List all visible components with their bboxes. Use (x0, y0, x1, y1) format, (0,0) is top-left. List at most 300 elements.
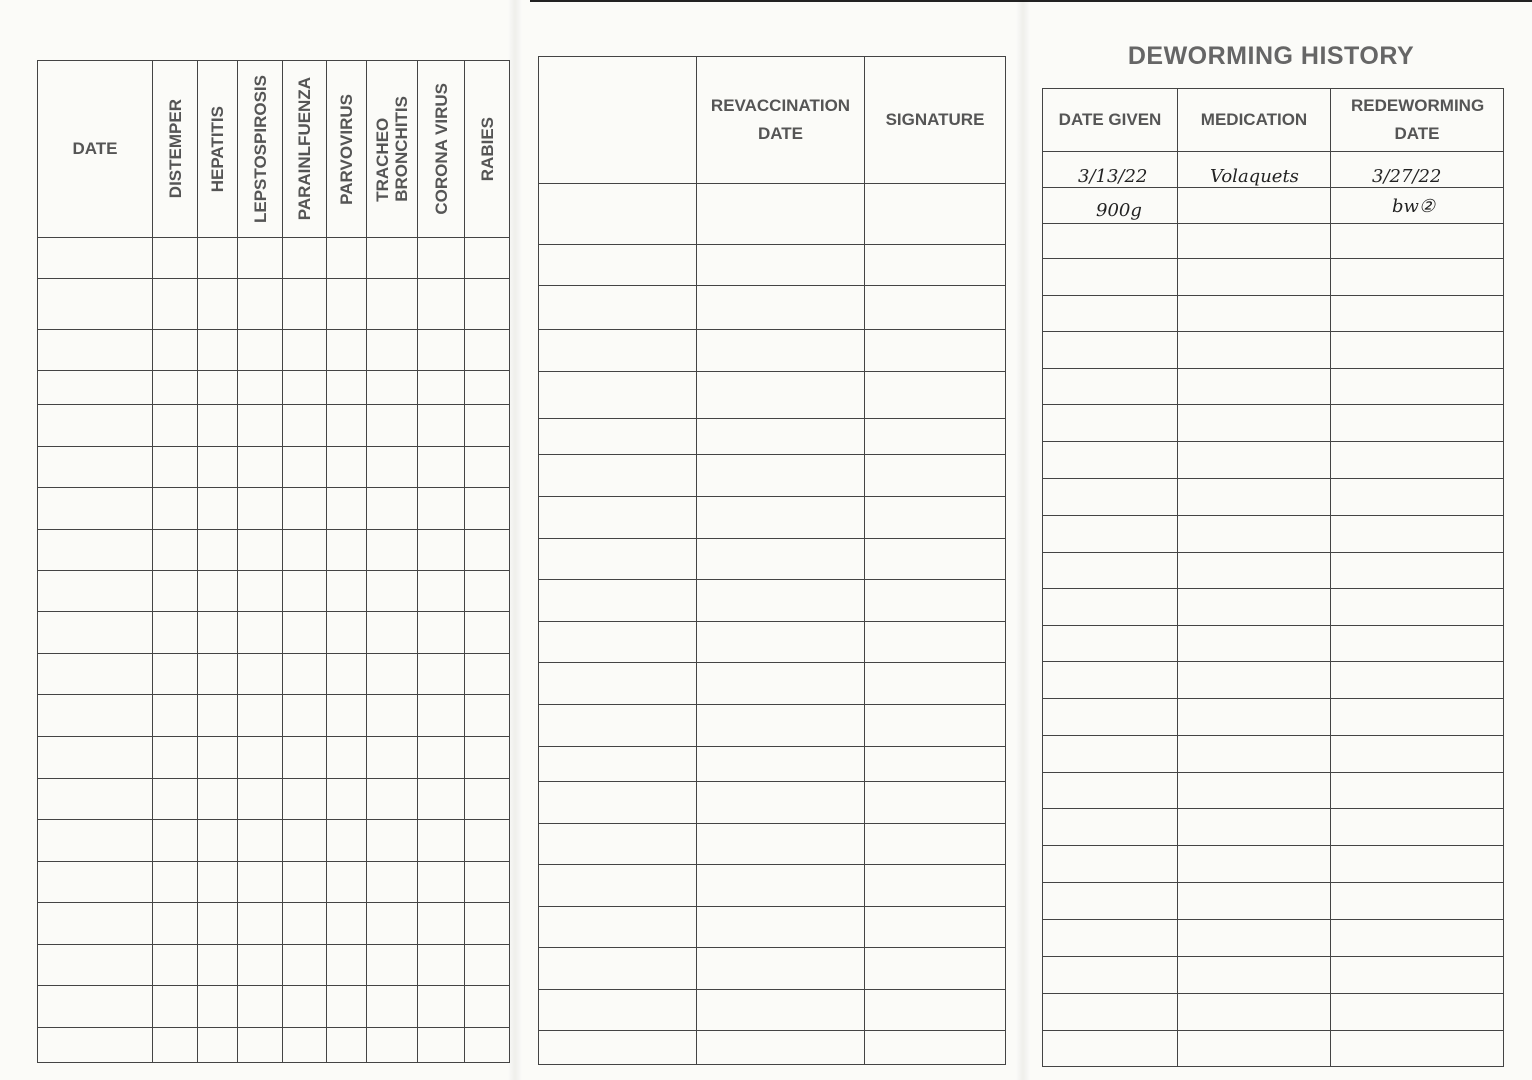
vaccination-cell[interactable] (418, 488, 465, 530)
revaccination-cell[interactable] (697, 1031, 865, 1065)
deworming-cell[interactable] (1331, 516, 1504, 553)
vaccination-cell[interactable] (367, 695, 418, 737)
vaccination-cell[interactable] (283, 1028, 327, 1063)
vaccination-cell[interactable] (198, 405, 238, 447)
vaccination-cell[interactable] (327, 862, 367, 903)
vaccination-cell[interactable] (238, 737, 283, 779)
revaccination-cell[interactable] (539, 330, 697, 372)
deworming-cell[interactable] (1043, 553, 1178, 589)
vaccination-cell[interactable] (238, 612, 283, 654)
vaccination-cell[interactable] (465, 612, 510, 654)
vaccination-cell[interactable] (153, 945, 198, 986)
revaccination-cell[interactable] (539, 907, 697, 948)
vaccination-cell[interactable] (465, 737, 510, 779)
vaccination-cell[interactable] (238, 945, 283, 986)
deworming-cell[interactable] (1331, 224, 1504, 259)
deworming-cell[interactable] (1178, 369, 1331, 405)
vaccination-cell[interactable] (327, 371, 367, 405)
revaccination-cell[interactable] (697, 286, 865, 330)
vaccination-cell[interactable] (367, 903, 418, 945)
revaccination-cell[interactable] (697, 330, 865, 372)
vaccination-cell[interactable] (153, 530, 198, 571)
vaccination-cell[interactable] (327, 986, 367, 1028)
revaccination-cell[interactable] (539, 663, 697, 705)
vaccination-cell[interactable] (38, 820, 153, 862)
vaccination-cell[interactable] (327, 1028, 367, 1063)
vaccination-cell[interactable] (465, 371, 510, 405)
vaccination-cell[interactable] (198, 695, 238, 737)
vaccination-cell[interactable] (238, 779, 283, 820)
vaccination-cell[interactable] (418, 695, 465, 737)
vaccination-cell[interactable] (238, 279, 283, 330)
vaccination-cell[interactable] (198, 571, 238, 612)
vaccination-cell[interactable] (38, 1028, 153, 1063)
vaccination-cell[interactable] (465, 654, 510, 695)
vaccination-cell[interactable] (283, 330, 327, 371)
deworming-cell[interactable] (1043, 773, 1178, 809)
vaccination-cell[interactable] (418, 447, 465, 488)
revaccination-cell[interactable] (865, 539, 1006, 580)
vaccination-cell[interactable] (38, 571, 153, 612)
deworming-cell[interactable] (1178, 332, 1331, 369)
vaccination-cell[interactable] (198, 371, 238, 405)
vaccination-cell[interactable] (153, 238, 198, 279)
deworming-cell[interactable] (1043, 920, 1178, 957)
vaccination-cell[interactable] (465, 330, 510, 371)
deworming-cell[interactable] (1331, 296, 1504, 332)
deworming-cell[interactable] (1043, 736, 1178, 773)
vaccination-cell[interactable] (283, 405, 327, 447)
vaccination-cell[interactable] (38, 986, 153, 1028)
revaccination-cell[interactable] (865, 330, 1006, 372)
revaccination-cell[interactable] (697, 372, 865, 419)
vaccination-cell[interactable] (238, 654, 283, 695)
revaccination-cell[interactable] (539, 539, 697, 580)
deworming-cell[interactable] (1043, 296, 1178, 332)
vaccination-cell[interactable] (38, 447, 153, 488)
vaccination-cell[interactable] (238, 695, 283, 737)
vaccination-cell[interactable] (465, 238, 510, 279)
vaccination-cell[interactable] (238, 371, 283, 405)
revaccination-cell[interactable] (697, 990, 865, 1031)
vaccination-cell[interactable] (198, 612, 238, 654)
deworming-cell[interactable] (1178, 479, 1331, 516)
vaccination-cell[interactable] (327, 488, 367, 530)
revaccination-cell[interactable] (539, 782, 697, 824)
vaccination-cell[interactable] (283, 779, 327, 820)
vaccination-cell[interactable] (418, 330, 465, 371)
deworming-cell[interactable] (1178, 589, 1331, 626)
deworming-cell[interactable] (1178, 259, 1331, 296)
revaccination-cell[interactable] (865, 419, 1006, 455)
vaccination-cell[interactable] (418, 238, 465, 279)
vaccination-cell[interactable] (367, 986, 418, 1028)
deworming-cell[interactable] (1331, 662, 1504, 699)
deworming-cell[interactable] (1178, 553, 1331, 589)
vaccination-cell[interactable] (367, 820, 418, 862)
vaccination-cell[interactable] (38, 238, 153, 279)
vaccination-cell[interactable] (198, 945, 238, 986)
vaccination-cell[interactable] (198, 238, 238, 279)
deworming-cell[interactable] (1331, 846, 1504, 883)
revaccination-cell[interactable] (539, 245, 697, 286)
vaccination-cell[interactable] (38, 903, 153, 945)
vaccination-cell[interactable] (367, 737, 418, 779)
vaccination-cell[interactable] (153, 820, 198, 862)
vaccination-cell[interactable] (153, 862, 198, 903)
deworming-cell[interactable] (1043, 442, 1178, 479)
vaccination-cell[interactable] (283, 903, 327, 945)
deworming-cell[interactable] (1043, 994, 1178, 1031)
revaccination-cell[interactable] (865, 455, 1006, 497)
revaccination-cell[interactable] (539, 455, 697, 497)
deworming-cell[interactable] (1043, 846, 1178, 883)
revaccination-cell[interactable] (697, 497, 865, 539)
vaccination-cell[interactable] (465, 405, 510, 447)
vaccination-cell[interactable] (418, 530, 465, 571)
revaccination-cell[interactable] (539, 990, 697, 1031)
vaccination-cell[interactable] (367, 330, 418, 371)
vaccination-cell[interactable] (418, 1028, 465, 1063)
vaccination-cell[interactable] (238, 903, 283, 945)
vaccination-cell[interactable] (38, 779, 153, 820)
vaccination-cell[interactable] (198, 986, 238, 1028)
vaccination-cell[interactable] (153, 1028, 198, 1063)
deworming-cell[interactable] (1178, 662, 1331, 699)
deworming-cell[interactable] (1178, 626, 1331, 662)
vaccination-cell[interactable] (465, 530, 510, 571)
revaccination-cell[interactable] (697, 184, 865, 245)
vaccination-cell[interactable] (38, 330, 153, 371)
deworming-cell[interactable] (1043, 369, 1178, 405)
vaccination-cell[interactable] (198, 779, 238, 820)
revaccination-cell[interactable] (865, 580, 1006, 622)
vaccination-cell[interactable] (238, 571, 283, 612)
vaccination-cell[interactable] (327, 820, 367, 862)
revaccination-cell[interactable] (865, 622, 1006, 663)
deworming-cell[interactable] (1331, 809, 1504, 846)
vaccination-cell[interactable] (465, 862, 510, 903)
revaccination-cell[interactable] (697, 455, 865, 497)
vaccination-cell[interactable] (238, 820, 283, 862)
vaccination-cell[interactable] (465, 820, 510, 862)
deworming-cell[interactable] (1043, 1031, 1178, 1067)
vaccination-cell[interactable] (283, 945, 327, 986)
vaccination-cell[interactable] (38, 695, 153, 737)
vaccination-cell[interactable] (153, 488, 198, 530)
vaccination-cell[interactable] (327, 695, 367, 737)
vaccination-cell[interactable] (327, 405, 367, 447)
revaccination-cell[interactable] (865, 245, 1006, 286)
revaccination-cell[interactable] (697, 245, 865, 286)
deworming-cell[interactable] (1178, 736, 1331, 773)
revaccination-cell[interactable] (539, 580, 697, 622)
deworming-cell[interactable] (1043, 883, 1178, 920)
deworming-cell[interactable] (1331, 442, 1504, 479)
deworming-cell[interactable] (1178, 442, 1331, 479)
vaccination-cell[interactable] (418, 986, 465, 1028)
deworming-cell[interactable] (1178, 405, 1331, 442)
vaccination-cell[interactable] (238, 1028, 283, 1063)
vaccination-cell[interactable] (327, 530, 367, 571)
vaccination-cell[interactable] (153, 279, 198, 330)
deworming-cell[interactable] (1043, 626, 1178, 662)
deworming-cell[interactable] (1178, 920, 1331, 957)
revaccination-cell[interactable] (865, 865, 1006, 907)
vaccination-cell[interactable] (238, 238, 283, 279)
vaccination-cell[interactable] (283, 654, 327, 695)
revaccination-cell[interactable] (539, 497, 697, 539)
deworming-cell[interactable] (1331, 736, 1504, 773)
vaccination-cell[interactable] (418, 654, 465, 695)
vaccination-cell[interactable] (367, 447, 418, 488)
vaccination-cell[interactable] (38, 945, 153, 986)
vaccination-cell[interactable] (153, 737, 198, 779)
revaccination-cell[interactable] (865, 990, 1006, 1031)
vaccination-cell[interactable] (327, 779, 367, 820)
vaccination-cell[interactable] (418, 571, 465, 612)
vaccination-cell[interactable] (283, 571, 327, 612)
deworming-cell[interactable] (1331, 553, 1504, 589)
deworming-cell[interactable] (1043, 809, 1178, 846)
revaccination-cell[interactable] (539, 622, 697, 663)
vaccination-cell[interactable] (38, 654, 153, 695)
vaccination-cell[interactable] (238, 447, 283, 488)
vaccination-cell[interactable] (367, 945, 418, 986)
revaccination-cell[interactable] (539, 286, 697, 330)
revaccination-cell[interactable] (697, 948, 865, 990)
vaccination-cell[interactable] (418, 405, 465, 447)
deworming-cell[interactable] (1043, 224, 1178, 259)
vaccination-cell[interactable] (198, 488, 238, 530)
revaccination-cell[interactable] (697, 580, 865, 622)
vaccination-cell[interactable] (38, 371, 153, 405)
revaccination-cell[interactable] (865, 286, 1006, 330)
deworming-cell[interactable] (1178, 773, 1331, 809)
revaccination-cell[interactable] (865, 824, 1006, 865)
vaccination-cell[interactable] (198, 820, 238, 862)
deworming-cell[interactable] (1331, 773, 1504, 809)
vaccination-cell[interactable] (198, 862, 238, 903)
vaccination-cell[interactable] (238, 488, 283, 530)
vaccination-cell[interactable] (465, 1028, 510, 1063)
vaccination-cell[interactable] (283, 371, 327, 405)
vaccination-cell[interactable] (198, 654, 238, 695)
revaccination-cell[interactable] (865, 907, 1006, 948)
vaccination-cell[interactable] (38, 737, 153, 779)
vaccination-cell[interactable] (238, 405, 283, 447)
vaccination-cell[interactable] (418, 903, 465, 945)
vaccination-cell[interactable] (418, 279, 465, 330)
revaccination-cell[interactable] (697, 782, 865, 824)
vaccination-cell[interactable] (38, 405, 153, 447)
deworming-cell[interactable] (1331, 699, 1504, 736)
vaccination-cell[interactable] (153, 612, 198, 654)
vaccination-cell[interactable] (418, 737, 465, 779)
vaccination-cell[interactable] (38, 862, 153, 903)
deworming-cell[interactable] (1331, 994, 1504, 1031)
revaccination-cell[interactable] (539, 372, 697, 419)
vaccination-cell[interactable] (327, 737, 367, 779)
revaccination-cell[interactable] (697, 747, 865, 782)
vaccination-cell[interactable] (465, 488, 510, 530)
deworming-cell[interactable] (1043, 699, 1178, 736)
vaccination-cell[interactable] (367, 488, 418, 530)
vaccination-cell[interactable] (283, 820, 327, 862)
vaccination-cell[interactable] (465, 903, 510, 945)
revaccination-cell[interactable] (697, 622, 865, 663)
revaccination-cell[interactable] (697, 419, 865, 455)
deworming-cell[interactable] (1331, 479, 1504, 516)
vaccination-cell[interactable] (38, 530, 153, 571)
vaccination-cell[interactable] (465, 986, 510, 1028)
revaccination-cell[interactable] (865, 705, 1006, 747)
vaccination-cell[interactable] (465, 571, 510, 612)
vaccination-cell[interactable] (283, 862, 327, 903)
vaccination-cell[interactable] (198, 530, 238, 571)
deworming-cell[interactable] (1331, 332, 1504, 369)
deworming-cell[interactable] (1331, 405, 1504, 442)
deworming-cell[interactable] (1043, 516, 1178, 553)
deworming-cell[interactable] (1178, 883, 1331, 920)
deworming-cell[interactable] (1331, 589, 1504, 626)
revaccination-cell[interactable] (697, 539, 865, 580)
vaccination-cell[interactable] (198, 447, 238, 488)
vaccination-cell[interactable] (418, 862, 465, 903)
vaccination-cell[interactable] (418, 612, 465, 654)
vaccination-cell[interactable] (367, 1028, 418, 1063)
deworming-cell[interactable] (1178, 224, 1331, 259)
deworming-cell[interactable] (1331, 883, 1504, 920)
vaccination-cell[interactable] (198, 903, 238, 945)
vaccination-cell[interactable] (238, 530, 283, 571)
vaccination-cell[interactable] (38, 488, 153, 530)
vaccination-cell[interactable] (153, 986, 198, 1028)
revaccination-cell[interactable] (865, 497, 1006, 539)
deworming-cell[interactable] (1331, 957, 1504, 994)
vaccination-cell[interactable] (327, 945, 367, 986)
deworming-cell[interactable] (1331, 626, 1504, 662)
vaccination-cell[interactable] (367, 862, 418, 903)
revaccination-cell[interactable] (865, 747, 1006, 782)
vaccination-cell[interactable] (327, 279, 367, 330)
deworming-cell[interactable] (1178, 994, 1331, 1031)
vaccination-cell[interactable] (198, 330, 238, 371)
revaccination-cell[interactable] (539, 705, 697, 747)
revaccination-cell[interactable] (697, 705, 865, 747)
revaccination-cell[interactable] (539, 1031, 697, 1065)
vaccination-cell[interactable] (283, 612, 327, 654)
deworming-cell[interactable] (1331, 1031, 1504, 1067)
vaccination-cell[interactable] (418, 820, 465, 862)
vaccination-cell[interactable] (367, 405, 418, 447)
vaccination-cell[interactable] (153, 779, 198, 820)
revaccination-cell[interactable] (539, 184, 697, 245)
vaccination-cell[interactable] (238, 862, 283, 903)
revaccination-cell[interactable] (865, 663, 1006, 705)
revaccination-cell[interactable] (539, 419, 697, 455)
vaccination-cell[interactable] (367, 530, 418, 571)
vaccination-cell[interactable] (283, 737, 327, 779)
vaccination-cell[interactable] (418, 945, 465, 986)
vaccination-cell[interactable] (238, 986, 283, 1028)
deworming-cell[interactable] (1331, 369, 1504, 405)
deworming-cell[interactable] (1178, 188, 1331, 224)
revaccination-cell[interactable] (697, 865, 865, 907)
revaccination-cell[interactable] (697, 824, 865, 865)
vaccination-cell[interactable] (153, 695, 198, 737)
revaccination-cell[interactable] (539, 824, 697, 865)
vaccination-cell[interactable] (153, 405, 198, 447)
vaccination-cell[interactable] (153, 903, 198, 945)
vaccination-cell[interactable] (367, 571, 418, 612)
vaccination-cell[interactable] (465, 279, 510, 330)
vaccination-cell[interactable] (38, 279, 153, 330)
deworming-cell[interactable] (1178, 809, 1331, 846)
vaccination-cell[interactable] (367, 238, 418, 279)
vaccination-cell[interactable] (367, 279, 418, 330)
revaccination-cell[interactable] (865, 1031, 1006, 1065)
vaccination-cell[interactable] (418, 371, 465, 405)
vaccination-cell[interactable] (465, 695, 510, 737)
deworming-cell[interactable] (1178, 296, 1331, 332)
deworming-cell[interactable] (1043, 479, 1178, 516)
vaccination-cell[interactable] (418, 779, 465, 820)
vaccination-cell[interactable] (367, 654, 418, 695)
vaccination-cell[interactable] (238, 330, 283, 371)
revaccination-cell[interactable] (539, 747, 697, 782)
revaccination-cell[interactable] (865, 948, 1006, 990)
deworming-cell[interactable] (1178, 1031, 1331, 1067)
deworming-cell[interactable] (1178, 957, 1331, 994)
deworming-cell[interactable] (1043, 332, 1178, 369)
vaccination-cell[interactable] (283, 238, 327, 279)
vaccination-cell[interactable] (153, 654, 198, 695)
revaccination-cell[interactable] (697, 663, 865, 705)
deworming-cell[interactable] (1331, 259, 1504, 296)
vaccination-cell[interactable] (327, 571, 367, 612)
vaccination-cell[interactable] (327, 612, 367, 654)
deworming-cell[interactable] (1178, 846, 1331, 883)
vaccination-cell[interactable] (283, 279, 327, 330)
deworming-cell[interactable] (1043, 405, 1178, 442)
deworming-cell[interactable] (1178, 699, 1331, 736)
vaccination-cell[interactable] (198, 737, 238, 779)
vaccination-cell[interactable] (327, 447, 367, 488)
vaccination-cell[interactable] (283, 488, 327, 530)
vaccination-cell[interactable] (283, 530, 327, 571)
vaccination-cell[interactable] (153, 330, 198, 371)
revaccination-cell[interactable] (865, 372, 1006, 419)
deworming-cell[interactable] (1178, 516, 1331, 553)
vaccination-cell[interactable] (465, 945, 510, 986)
vaccination-cell[interactable] (283, 447, 327, 488)
vaccination-cell[interactable] (465, 779, 510, 820)
vaccination-cell[interactable] (367, 371, 418, 405)
vaccination-cell[interactable] (198, 1028, 238, 1063)
revaccination-cell[interactable] (865, 184, 1006, 245)
revaccination-cell[interactable] (865, 782, 1006, 824)
vaccination-cell[interactable] (198, 279, 238, 330)
vaccination-cell[interactable] (327, 654, 367, 695)
revaccination-cell[interactable] (697, 907, 865, 948)
vaccination-cell[interactable] (153, 447, 198, 488)
vaccination-cell[interactable] (153, 371, 198, 405)
vaccination-cell[interactable] (465, 447, 510, 488)
revaccination-cell[interactable] (539, 948, 697, 990)
vaccination-cell[interactable] (153, 571, 198, 612)
vaccination-cell[interactable] (327, 330, 367, 371)
